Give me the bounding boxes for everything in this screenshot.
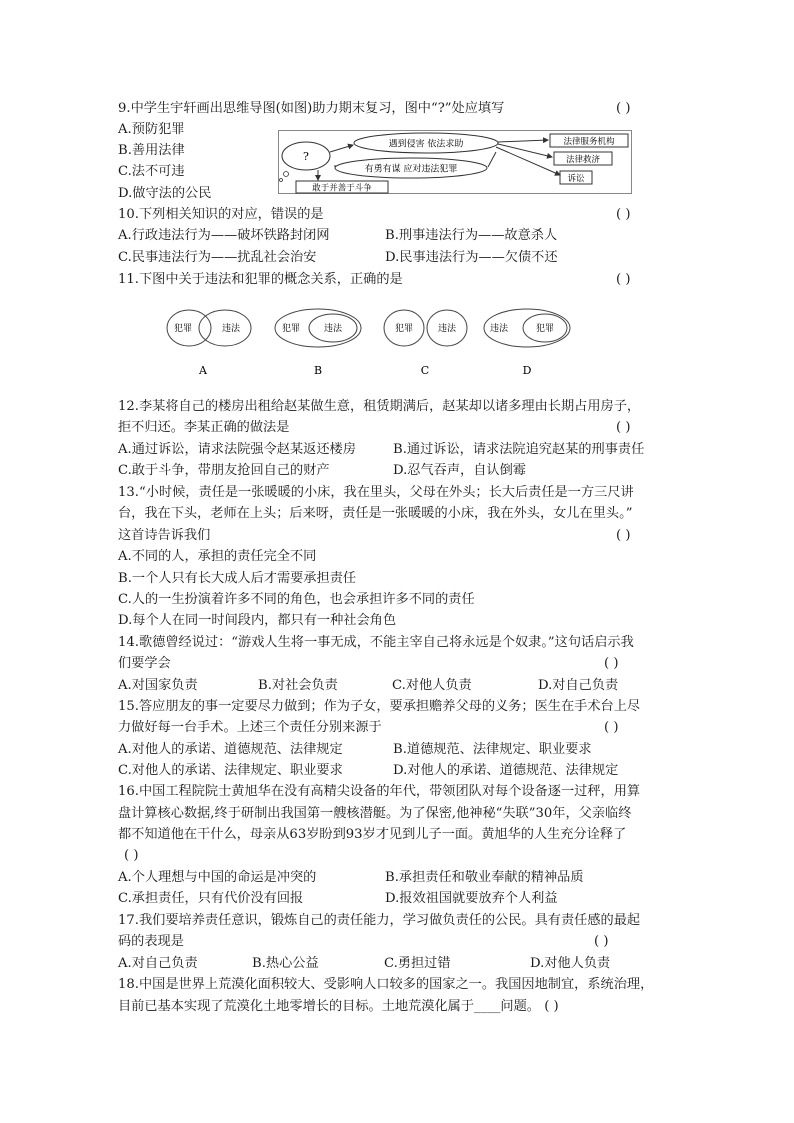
q13-stem-line1: 13.“小时候，责任是一张暖暖的小床，我在里头，父母在外头；长大后责任是一方三尺讲 <box>118 485 634 500</box>
q16-stem-line3: 都不知道他在干什么，母亲从63岁盼到93岁才见到儿子一面。黄旭华的人生充分诠释了 <box>118 827 627 842</box>
q17-option-a: A.对自己负责 <box>118 956 198 971</box>
q9-option-c: C.法不可违 <box>118 164 185 179</box>
venn-a-right-label: 违法 <box>221 324 241 334</box>
venn-label-a: A <box>199 364 207 377</box>
q13-option-a: A.不同的人，承担的责任完全不同 <box>118 549 317 564</box>
q11-answer-paren: ( ) <box>616 272 631 287</box>
q9-answer-paren: ( ) <box>616 101 631 116</box>
q13-stem-line3: 这首诗告诉我们 <box>118 528 211 543</box>
leaf-legal-relief-label: 法律救济 <box>565 155 601 165</box>
q17-option-b: B.热心公益 <box>252 956 319 971</box>
q14-option-a: A.对国家负责 <box>118 678 198 693</box>
q13-option-d: D.每个人在同一时间段内，都只有一种社会角色 <box>118 613 397 628</box>
q12-answer-paren: ( ) <box>616 420 631 435</box>
venn-label-b: B <box>313 364 323 377</box>
q16-option-a: A.个人理想与中国的命运是冲突的 <box>118 870 317 885</box>
q12-option-b: B.通过诉讼，请求法院追究赵某的刑事责任 <box>393 442 645 457</box>
node-struggle-label: 敢于并善于斗争 <box>312 183 372 194</box>
q16-option-c: C.承担责任，只有代价没有回报 <box>118 891 304 906</box>
q9-stem: 9.中学生宇轩画出思维导图(如图)助力期末复习，图中“?”处应填写 <box>118 101 505 116</box>
venn-b-outer-label: 犯罪 <box>281 324 301 334</box>
q12-stem-line1: 12.李某将自己的楼房出租给赵某做生意，租赁期满后，赵某却以诸多理由长期占用房子， <box>118 399 641 414</box>
q9-option-d: D.做守法的公民 <box>118 186 212 201</box>
venn-b-inner-label: 违法 <box>323 324 343 334</box>
q15-answer-paren: ( ) <box>604 720 619 735</box>
q16-stem-line2: 盘计算核心数据,终于研制出我国第一艘核潜艇。为了保密,他神秘“失联”30年，父亲临终 <box>118 806 632 821</box>
node-respond-label: 有勇有谋 应对违法犯罪 <box>364 164 458 175</box>
q12-option-a: A.通过诉讼，请求法院强令赵某返还楼房 <box>118 442 356 457</box>
q10-stem: 10.下列相关知识的对应，错误的是 <box>118 207 324 222</box>
q16-answer-paren: ( ) <box>124 848 139 863</box>
q17-answer-paren: ( ) <box>594 934 609 949</box>
q12-option-c: C.敢于斗争，带朋友抢回自己的财产 <box>118 463 330 478</box>
q10-answer-paren: ( ) <box>616 207 631 222</box>
q17-stem-line2: 码的表现是 <box>118 934 184 949</box>
q10-option-a: A.行政违法行为——破坏铁路封闭网 <box>118 228 330 243</box>
venn-label-c: C <box>420 364 430 377</box>
venn-c-right-label: 违法 <box>437 324 457 334</box>
venn-d-outer-label: 违法 <box>489 324 509 334</box>
venn-label-d: D <box>522 364 532 377</box>
venn-c-left-label: 犯罪 <box>394 324 414 334</box>
q14-option-d: D.对自己负责 <box>538 678 619 693</box>
venn-diagrams <box>165 302 575 382</box>
q12-stem-line2: 拒不归还。李某正确的做法是 <box>118 420 290 435</box>
q15-option-a: A.对他人的承诺、道德规范、法律规定 <box>118 742 343 757</box>
q10-option-b: B.刑事违法行为——故意杀人 <box>385 228 558 243</box>
venn-d-inner-label: 犯罪 <box>535 324 555 334</box>
mind-map-diagram <box>278 130 632 194</box>
q16-option-d: D.报效祖国就要放弃个人利益 <box>385 891 558 906</box>
q9-option-b: B.善用法律 <box>118 143 185 158</box>
q15-stem-line1: 15.答应朋友的事一定要尽力做到；作为子女，要承担赡养父母的义务；医生在手术台上尽 <box>118 699 641 714</box>
q13-stem-line2: 台，我在下头，老师在上头；后来呀，责任是一张暖暖的小床，我在外头，女儿在里头。” <box>118 506 633 521</box>
q17-stem-line1: 17.我们要培养责任意识，锻炼自己的责任能力，学习做负责任的公民。具有责任感的最起 <box>118 913 641 928</box>
q10-option-c: C.民事违法行为——扰乱社会治安 <box>118 250 317 265</box>
q18-stem-line2: 目前已基本实现了荒漠化土地零增长的目标。土地荒漠化属于____问题。 ( ) <box>118 999 559 1014</box>
q13-answer-paren: ( ) <box>616 528 631 543</box>
center-label: ? <box>303 150 309 163</box>
q15-option-c: C.对他人的承诺、法律规定、职业要求 <box>118 763 343 778</box>
q11-stem: 11.下图中关于违法和犯罪的概念关系，正确的是 <box>118 272 403 287</box>
q14-option-b: B.对社会负责 <box>258 678 338 693</box>
q15-option-d: D.对他人的承诺、道德规范、法律规定 <box>393 763 619 778</box>
q12-option-d: D.忍气吞声，自认倒霉 <box>393 463 526 478</box>
q15-stem-line2: 力做好每一台手术。上述三个责任分别来源于 <box>118 720 382 735</box>
q14-option-c: C.对他人负责 <box>392 678 472 693</box>
venn-a-left-label: 犯罪 <box>173 324 193 334</box>
leaf-lawsuit-label: 诉讼 <box>567 174 585 184</box>
q17-option-d: D.对他人负责 <box>530 956 611 971</box>
q9-option-a: A.预防犯罪 <box>118 122 185 137</box>
q16-option-b: B.承担责任和敬业奉献的精神品质 <box>385 870 584 885</box>
q10-option-d: D.民事违法行为——欠债不还 <box>385 250 558 265</box>
q13-option-c: C.人的一生扮演着许多不同的角色，也会承担许多不同的责任 <box>118 592 475 607</box>
q13-option-b: B.一个人只有长大成人后才需要承担责任 <box>118 571 357 586</box>
q17-option-c: C.勇担过错 <box>384 956 451 971</box>
q14-stem-line2: 们要学会 <box>118 656 171 671</box>
q16-stem-line1: 16.中国工程院院士黄旭华在没有高精尖设备的年代，带领团队对每个设备逐一过秤，用算 <box>118 784 641 799</box>
q18-stem-line1: 18.中国是世界上荒漠化面积较大、受影响人口较多的国家之一。我国因地制宜，系统治理， <box>118 977 654 992</box>
q14-answer-paren: ( ) <box>604 656 619 671</box>
q14-stem-line1: 14.歌德曾经说过：“游戏人生将一事无成，不能主宰自己将永远是个奴隶。”这句话启示我 <box>118 635 634 650</box>
leaf-legal-service-label: 法律服务机构 <box>563 137 615 147</box>
node-seek-help-label: 遇到侵害 依法求助 <box>388 139 464 150</box>
q15-option-b: B.道德规范、法律规定、职业要求 <box>393 742 592 757</box>
